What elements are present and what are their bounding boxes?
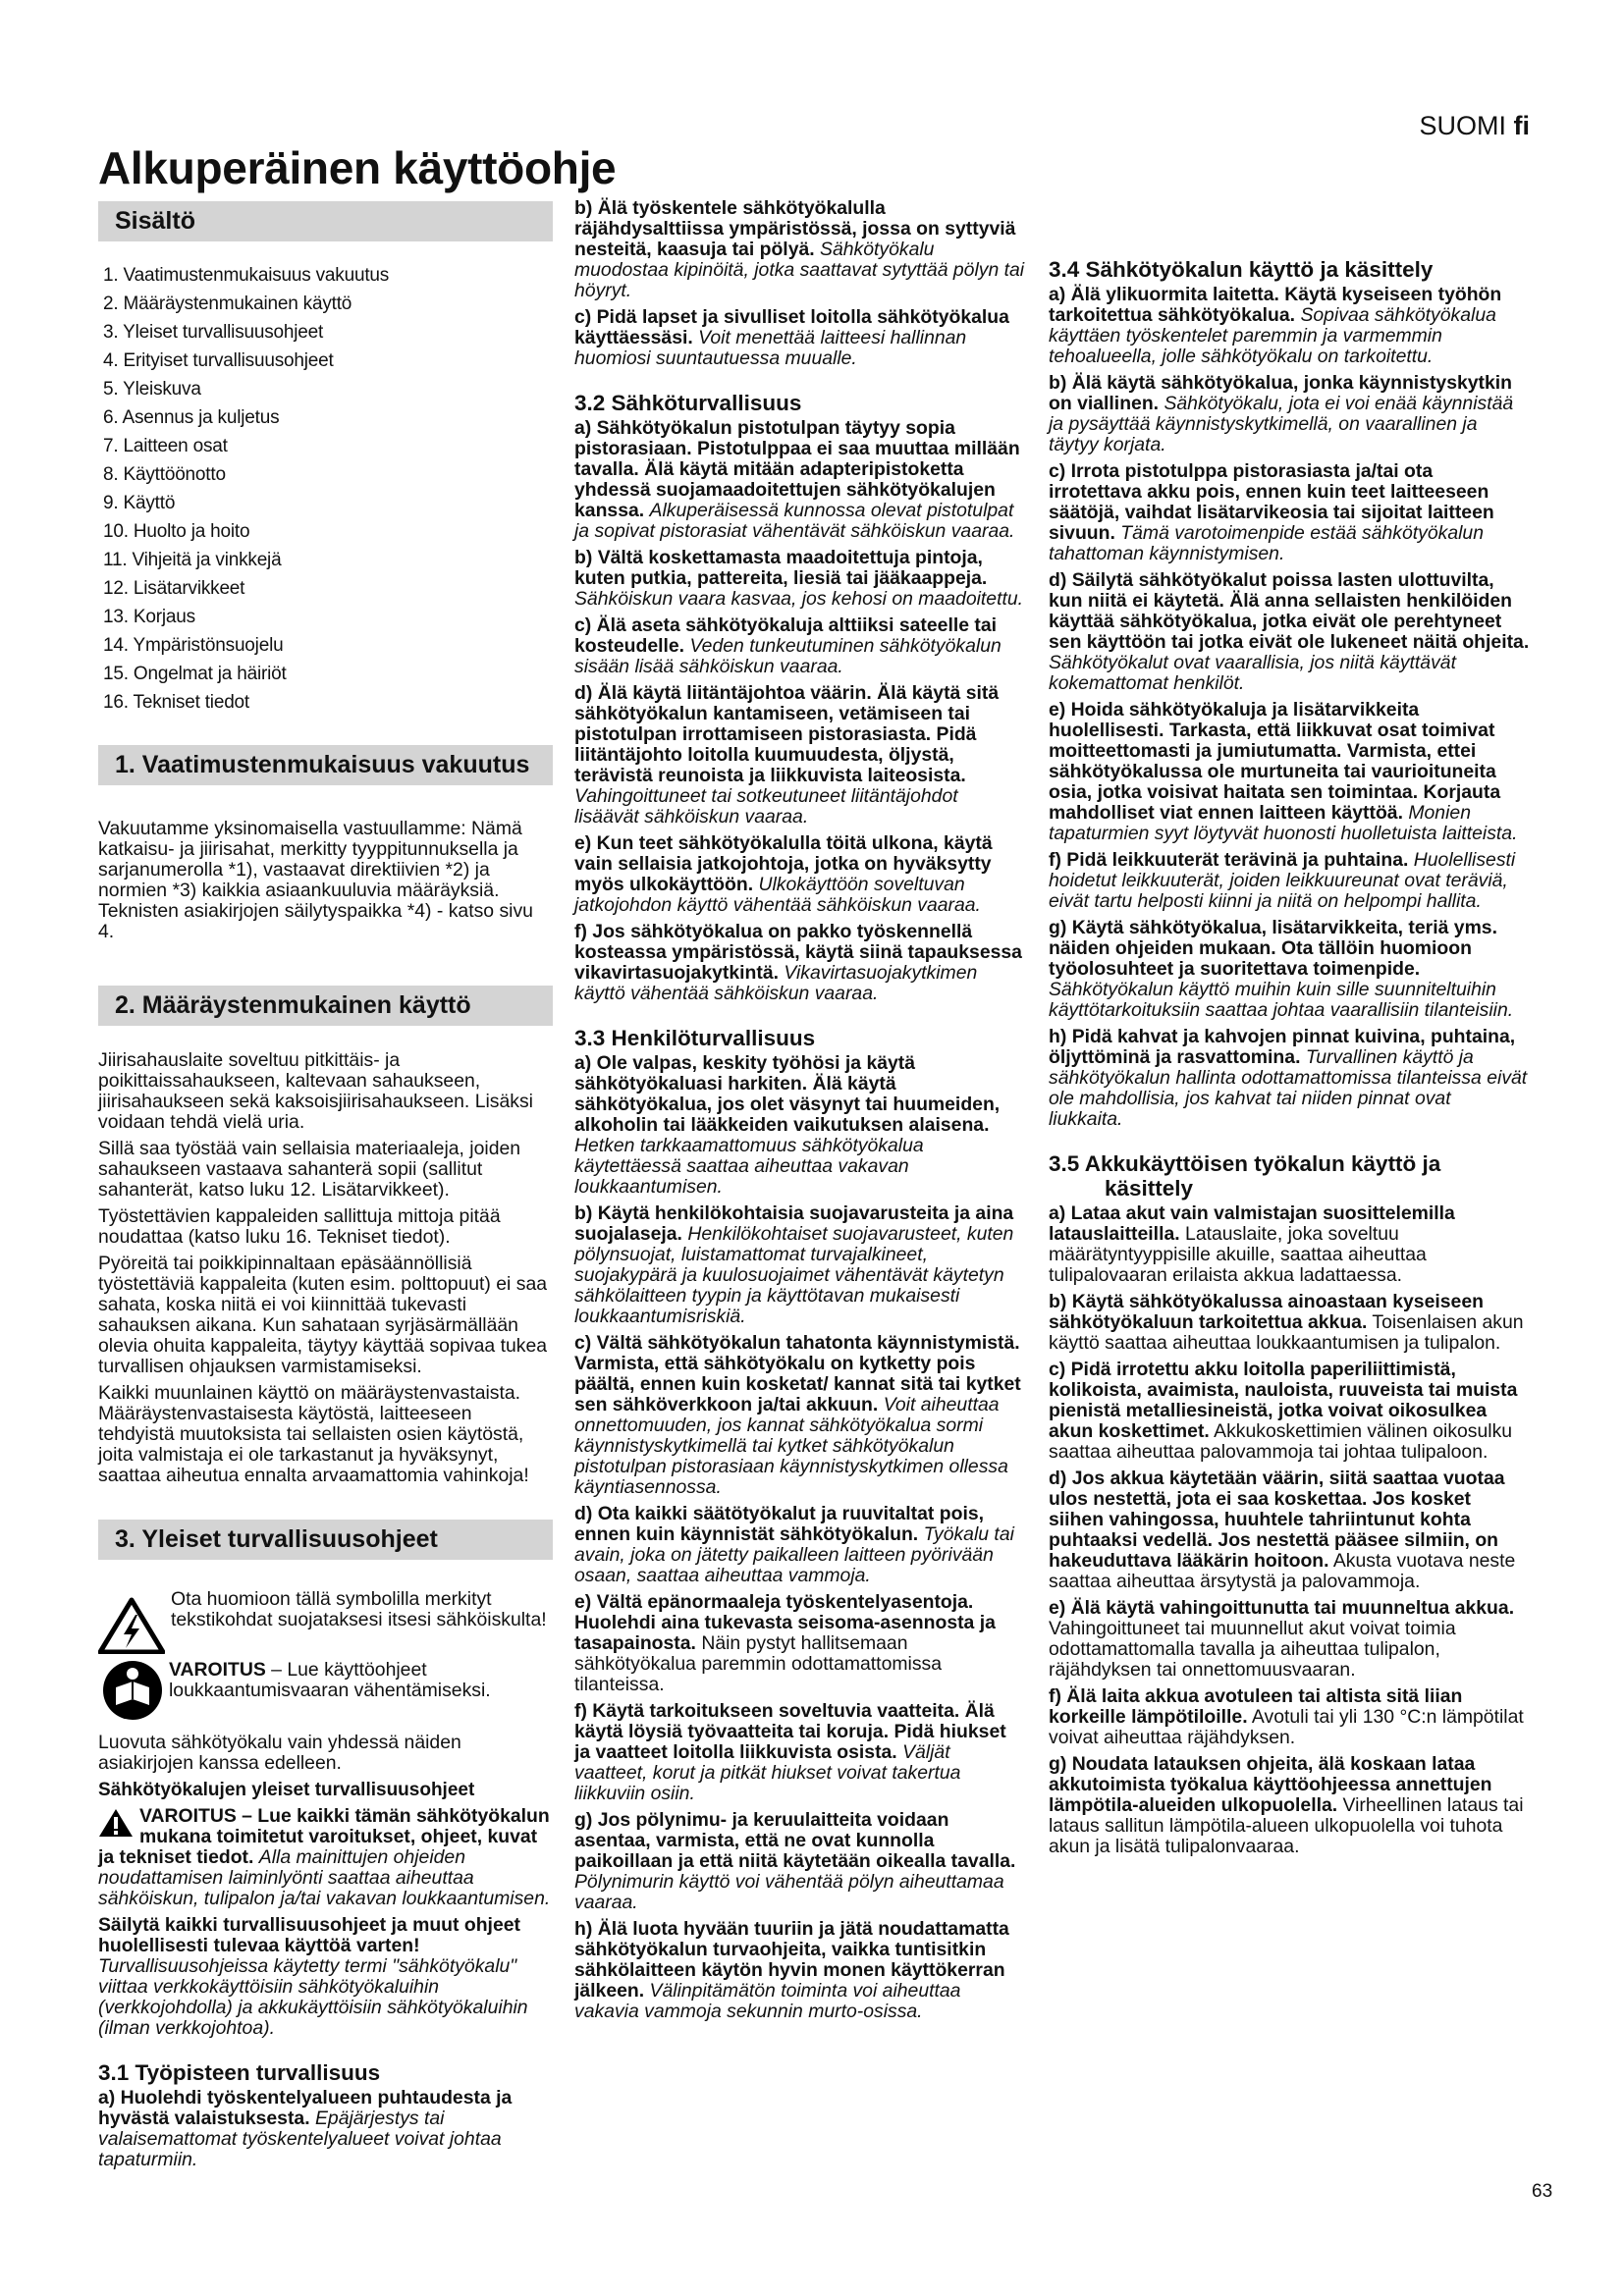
toc-item: 7. Laitteen osat [103, 436, 228, 456]
toc-item: 14. Ympäristönsuojelu [103, 635, 284, 656]
s33-item: f) Käytä tarkoitukseen soveltuvia vaatteita. Älä käytä löysiä työvaatteita tai koruja. Pidä hiukset ja vaatteet loitolla liikkuvista osista. Väljät vaatteet, korut ja pitkät hiukset voivat takertua liikkuviin osiin. [574, 1700, 1006, 1804]
s32-item: b) Vältä koskettamasta maadoitettuja pintoja, kuten putkia, pattereita, liesiä tai jääkaappeja. Sähköiskun vaara kasvaa, jos kehosi on maadoitettu. [574, 547, 1024, 610]
s34-item: e) Hoida sähkötyökaluja ja lisätarvikkeita huolellisesti. Tarkasta, että liikkuvat osat toimivat moitteettomasti ja jumiutumatta. Varmista, ettei sähkötyökalussa ole murtuneita tai vaurioituneita osia, jotka voisivat haitata sen toimintaa. Korjauta mahdolliset viat ennen laitteen käyttöä. Monien tapaturmien syyt löytyvät huonosti huolletuista laitteista. [1049, 699, 1518, 844]
s33-item: g) Jos pölynimu- ja keruulaitteita voidaan asentaa, varmista, että ne ovat kunnolla paikoillaan ja että niitä käytetään oikealla tavalla. Pölynimurin käyttö voi vähentää pölyn aiheuttamaa vaaraa. [574, 1809, 1016, 1913]
section-2-para: Työstettävien kappaleiden sallittuja mittoja pitää noudattaa (katso luku 16. Tekniset tiedot). [98, 1205, 501, 1248]
subsection-3-2-title: 3.2 Sähköturvallisuus [574, 391, 802, 415]
keep-instructions: Säilytä kaikki turvallisuusohjeet ja muut ohjeet huolellisesti tulevaa käyttöä varten! Turvallisuusohjeissa käytetty termi "sähkötyökalu" viittaa verkkokäyttöisiin sähkötyökaluihin (verkkojohdolla) ja akkukäyttöisiin sähkötyökaluihin (ilman verkkojohtoa). [98, 1914, 528, 2039]
subsection-3-5-title: 3.5 Akkukäyttöisen työkalun käyttö ja käsittely [1049, 1151, 1441, 1201]
s33-item: h) Älä luota hyvään tuuriin ja jätä noudattamatta sähkötyökalun turvaohjeita, vaikka tuntisitkin sähkölaitteen käytön hyvin monen käyttökerran jälkeen. Välinpitämätön toiminta voi aiheuttaa vakavia vammoja sekunnin murto-osissa. [574, 1918, 1009, 2022]
toc-item: 4. Erityiset turvallisuusohjeet [103, 350, 334, 371]
s33-item: e) Vältä epänormaaleja työskentelyasentoja. Huolehdi aina tukevasta seisoma-asennosta ja tasapainosta. Näin pystyt hallitsemaan sähkötyökalua paremmin odottamattomissa tilanteissa. [574, 1591, 996, 1695]
section-2-para: Kaikki muunlainen käyttö on määräystenvastaista. Määräystenvastaisesta käytöstä, laitteeseen tehdyistä muutoksista tai sellaisten osien käytöstä, joita valmistaja ei ole tarkastanut ja hyväksynyt, saattaa aiheutua ennalta arvaamattomia vahinkoja! [98, 1382, 529, 1486]
page-title: Alkuperäinen käyttöohje [98, 142, 617, 193]
toc-item: 10. Huolto ja hoito [103, 521, 250, 542]
toc-item: 13. Korjaus [103, 607, 195, 627]
electric-hazard-icon [98, 1597, 165, 1654]
general-safety-title: Sähkötyökalujen yleiset turvallisuusohjeet [98, 1780, 475, 1800]
section-3-heading: 3. Yleiset turvallisuusohjeet [98, 1520, 553, 1560]
s33-item: b) Käytä henkilökohtaisia suojavarusteita ja aina suojalaseja. Henkilökohtaiset suojavarusteet, kuten pölynsuojat, luistamattomat turvajalkineet, suojakypärä ja kuulosuojaimet vähentävät käytetyn sähkölaitteen tyypin ja käyttötavan mukaisesti loukkaantumisriskiä. [574, 1202, 1014, 1327]
subsection-3-4-title: 3.4 Sähkötyökalun käyttö ja käsittely [1049, 257, 1434, 282]
section-3-body [98, 1589, 553, 2170]
toc-item: 15. Ongelmat ja häiriöt [103, 664, 287, 684]
s33-item: d) Ota kaikki säätötyökalut ja ruuvitaltat pois, ennen kuin käynnistät sähkötyökalun. Työkalu tai avain, joka on jätetty paikalleen laitteen pyörivään osaan, saattaa aiheuttaa vammoja. [574, 1503, 1014, 1586]
s35-item: g) Noudata latauksen ohjeita, älä koskaan lataa akkutoimista työkalua käyttöohjeessa annettujen lämpötila-alueiden ulkopuolella. Virheellinen lataus tai lataus sallitun lämpötila-alueen ulkopuolella voi tuhota akun ja lisätä tulipalonvaaraa. [1049, 1753, 1524, 1857]
s31-item: a) Huolehdi työskentelyalueen puhtaudesta ja hyvästä valaistuksesta. Epäjärjestys tai valaisemattomat työskentelyalueet voivat johtaa tapaturmiin. [98, 2087, 513, 2170]
s34-item: h) Pidä kahvat ja kahvojen pinnat kuivina, puhtaina, öljyttöminä ja rasvattomina. Turvallinen käyttö ja sähkötyökalun hallinta odottamattomissa tilanteissa eivät ole mahdollisia, jos kahvat tai niiden pinnat ovat liukkaita. [1049, 1026, 1528, 1130]
toc-item: 12. Lisätarvikkeet [103, 578, 245, 599]
s33-item: c) Vältä sähkötyökalun tahatonta käynnistymistä. Varmista, että sähkötyökalu on kytketty pois päältä, ennen kuin kosketat/ kannat sitä tai kytket sen sähköverkkoon ja/tai akkuun. Voit aiheuttaa onnettomuuden, jos kannat sähkötyökalua sormi käynnistyskytkimellä tai kytket sähkötyökalun pistotulpan pistorasiaan käynnistyskytkimen ollessa käyntiasennossa. [574, 1332, 1021, 1498]
toc-item: 9. Käyttö [103, 493, 176, 513]
s35-item: e) Älä käytä vahingoittunutta tai muunneltua akkua. Vahingoittuneet tai muunnellut akut voivat toimia odottamattomalla tavalla ja aiheuttaa tulipalon, räjähdyksen tai onnettomuusvaaran. [1049, 1597, 1515, 1681]
read-manual-row [98, 1660, 553, 1721]
section-2-para: Pyöreitä tai poikkipinnaltaan epäsäännöllisiä työstettäviä kappaleita (kuten esim. polttopuut) ei saa sahata, koska niitä ei voi kiinnittää tukevasti sahauksen aikana. Kun sahataan syrjäsärmällään olevia ohuita kappaleita, täytyy käyttää sopivaa tukea turvallisen ohjauksen varmistamiseksi. [98, 1253, 548, 1377]
toc-item: 2. Määräystenmukainen käyttö [103, 294, 352, 314]
toc-heading: Sisältö [98, 201, 553, 241]
symbol-text: Ota huomioon tällä symbolilla merkityt tekstikohdat suojataksesi itsesi sähköiskulta! [171, 1588, 547, 1630]
column-3 [1049, 198, 1530, 1863]
handover-text: Luovuta sähkötyökalu vain yhdessä näiden asiakirjojen kanssa edelleen. [98, 1732, 461, 1774]
section-2-para: Jiirisahauslaite soveltuu pitkittäis- ja poikittaissahaukseen, kaltevaan sahaukseen, jiirisahaukseen sekä kaksoisjiirisahaukseen. Lisäksi voidaan tehdä vielä uria. [98, 1049, 533, 1133]
toc-item: 16. Tekniset tiedot [103, 692, 250, 713]
toc-item: 6. Asennus ja kuljetus [103, 407, 280, 428]
read-manual-text: VAROITUS – Lue käyttöohjeet loukkaantumisvaaran vähentämiseksi. [169, 1659, 491, 1701]
s32-item: c) Älä aseta sähkötyökaluja alttiiksi sateelle tai kosteudelle. Veden tunkeutuminen sähkötyökalun sisään lisää sähköiskun vaaraa. [574, 614, 1001, 677]
s34-item: c) Irrota pistotulppa pistorasiasta ja/tai ota irrotettava akku pois, ennen kuin teet laitteeseen säätöjä, vaihdat lisätarvikeosia tai sijoitat laitteen sivuun. Tämä varotoimenpide estää sähkötyökalun tahattoman käynnistymisen. [1049, 460, 1494, 564]
read-manual-icon [102, 1660, 163, 1721]
section-1-text: Vakuutamme yksinomaisella vastuullamme: Nämä katkaisu- ja jiirisahat, merkitty tyyppitunnuksella ja sarjanumerolla *1), vastaavat direktiivien *2) ja normien *3) kaikkia asiaankuuluvia määräyksiä. Teknisten asiakirjojen säilytyspaikka *4) - katso sivu 4. [98, 818, 533, 942]
s34-item: d) Säilytä sähkötyökalut poissa lasten ulottuvilta, kun niitä ei käytetä. Älä anna sellaisten henkilöiden käyttää sähkötyökalua, jotka eivät ole perehtyneet sen käyttöön tai jotka eivät ole lukeneet näitä ohjeita. Sähkötyökalut ovat vaarallisia, jos niitä käyttävät kokemattomat henkilöt. [1049, 569, 1530, 694]
s33-item: a) Ole valpas, keskity työhösi ja käytä sähkötyökaluasi harkiten. Älä käytä sähkötyökalua, jos olet väsynyt tai huumeiden, alkoholin tai lääkkeiden vaikutuksen alaisena. Hetken tarkkaamattomuus sähkötyökalua käytettäessä saattaa aiheuttaa vakavan loukkaantumisen. [574, 1052, 1001, 1198]
subsection-3-1-title: 3.1 Työpisteen turvallisuus [98, 2060, 381, 2085]
toc-item: 1. Vaatimustenmukaisuus vakuutus [103, 265, 390, 286]
section-1-heading: 1. Vaatimustenmukaisuus vakuutus [98, 745, 553, 785]
s34-item: g) Käytä sähkötyökalua, lisätarvikkeita, teriä yms. näiden ohjeiden mukaan. Ota tällöin huomioon työolosuhteet ja suoritettava toimenpide. Sähkötyökalun käyttö muihin kuin sille suunniteltuihin käyttötarkoituksiin saattaa johtaa vaarallisiin tilanteisiin. [1049, 917, 1514, 1021]
column-2 [574, 198, 1026, 2028]
s35-item: a) Lataa akut vain valmistajan suosittelemilla latauslaitteilla. Latauslaite, joka soveltuu määrätyntyyppisille akuille, saattaa aiheuttaa tulipalovaaran erilaista akkua ladattaessa. [1049, 1202, 1455, 1286]
page-number: 63 [1532, 2181, 1553, 2202]
language-label: SUOMI fi [1419, 111, 1530, 140]
s34-item: f) Pidä leikkuuterät terävinä ja puhtaina. Huolellisesti hoidetut leikkuuterät, joiden leikkuureunat ovat teräviä, eivät tartu helposti kiinni ja niitä on helpompi hallita. [1049, 849, 1516, 912]
s35-item: b) Käytä sähkötyökalussa ainoastaan kyseiseen sähkötyökaluun tarkoitettua akkua. Toisenlaisen akun käyttö saattaa aiheuttaa loukkaantumisen ja tulipalon. [1049, 1291, 1524, 1354]
section-2-body [98, 1050, 553, 1486]
s35-item: d) Jos akkua käytetään väärin, siitä saattaa vuotaa ulos nestettä, jota ei saa koskettaa. Jos kosket siihen vahingossa, huuhtele tahriintunut kohta puhtaaksi vedellä. Jos nestettä pääsee silmiin, on hakeuduttava lääkärin hoitoon. Akusta vuotava neste saattaa aiheuttaa ärsytystä ja palovammoja. [1049, 1468, 1516, 1592]
toc-list [103, 261, 553, 717]
s32-item: d) Älä käytä liitäntäjohtoa väärin. Älä käytä sitä sähkötyökalun kantamiseen, vetämiseen tai pistotulpan irrottamiseen pistorasiasta. Pidä liitäntäjohto loitolla kuumuudesta, öljystä, terävistä reunoista ja liikkuvista laiteosista. Vahingoittuneet tai sotkeutuneet liitäntäjohdot lisäävät sähköiskun vaaraa. [574, 682, 1000, 828]
s31-item: c) Pidä lapset ja sivulliset loitolla sähkötyökalua käyttäessäsi. Voit menettää laitteesi hallinnan huomiosi suuntautuessa muualle. [574, 306, 1009, 369]
toc-item: 8. Käyttöönotto [103, 464, 226, 485]
s34-item: b) Älä käytä sähkötyökalua, jonka käynnistyskytkin on viallinen. Sähkötyökalu, jota ei voi enää käynnistää ja pysäyttää käynnistyskytkimellä, on vaarallinen ja täytyy korjata. [1049, 372, 1514, 455]
s32-item: a) Sähkötyökalun pistotulpan täytyy sopia pistorasiaan. Pistotulppaa ei saa muuttaa millään tavalla. Älä käytä mitään adapteripistoketta yhdessä suojamaadoitettujen sähkötyökalujen kanssa. Alkuperäisessä kunnossa olevat pistotulpat ja sopivat pistorasiat vähentävät sähköiskun vaaraa. [574, 417, 1020, 542]
s31-item: b) Älä työskentele sähkötyökalulla räjähdysalttiissa ympäristössä, jossa on syttyviä nesteitä, kaasuja tai pölyä. Sähkötyökalu muodostaa kipinöitä, jotka saattavat sytyttää pölyn tai höyryt. [574, 197, 1025, 301]
section-2-heading: 2. Määräystenmukainen käyttö [98, 986, 553, 1026]
section-2-para: Sillä saa työstää vain sellaisia materiaaleja, joiden sahaukseen vastaava sahanterä sopii (sallitut sahanterät, katso luku 12. Lisätarvikkeet). [98, 1138, 521, 1201]
column-1 [98, 201, 553, 2170]
electric-warning-row [98, 1589, 553, 1654]
toc-item: 11. Vihjeitä ja vinkkejä [103, 550, 282, 570]
s34-item: a) Älä ylikuormita laitetta. Käytä kyseiseen työhön tarkoitettua sähkötyökalua. Sopivaa sähkötyökalua käyttäen työskentelet paremmin ja varmemmin tehoalueella, jolle sähkötyökalu on tarkoitettu. [1049, 284, 1502, 367]
subsection-3-3-title: 3.3 Henkilöturvallisuus [574, 1026, 816, 1050]
warning-triangle-icon [98, 1808, 134, 1838]
s35-item: f) Älä laita akkua avotuleen tai altista sitä liian korkeille lämpötiloille. Avotuli tai yli 130 °C:n lämpötilat voivat aiheuttaa räjähdyksen. [1049, 1685, 1524, 1748]
s32-item: f) Jos sähkötyökalua on pakko työskennellä kosteassa ympäristössä, käytä siinä tapauksessa vikavirtasuojakytkintä. Vikavirtasuojakytkimen käyttö vähentää sähköiskun vaaraa. [574, 921, 1022, 1004]
toc-item: 3. Yleiset turvallisuusohjeet [103, 322, 324, 343]
warning-block: VAROITUS – Lue kaikki tämän sähkötyökalun mukana toimitetut varoitukset, ohjeet, kuvat ja tekniset tiedot. Alla mainittujen ohjeiden noudattamisen laiminlyönti saattaa aiheuttaa sähköiskun, tulipalon ja/tai vakavan loukkaantumisen. [98, 1805, 551, 1909]
s32-item: e) Kun teet sähkötyökalulla töitä ulkona, käytä vain sellaisia jatkojohtoja, jotka on hyväksytty myös ulkokäyttöön. Ulkokäyttöön soveltuvan jatkojohdon käyttö vähentää sähköiskun vaaraa. [574, 832, 993, 916]
toc-item: 5. Yleiskuva [103, 379, 201, 400]
s35-item: c) Pidä irrotettu akku loitolla paperiliittimistä, kolikoista, avaimista, nauloista, ruuveista tai muista pienistä metalliesineistä, jotka voivat oikosulkea akun koskettimet. Akkukoskettimien välinen oikosulku saattaa aiheuttaa palovammoja tai johtaa tulipaloon. [1049, 1359, 1518, 1463]
